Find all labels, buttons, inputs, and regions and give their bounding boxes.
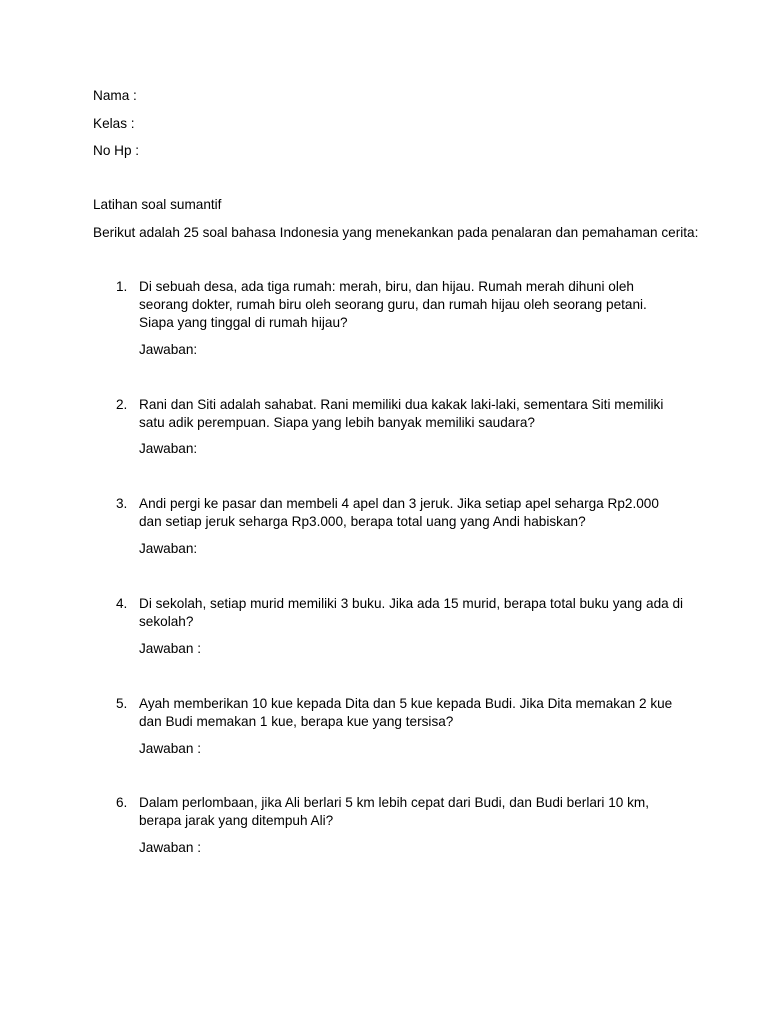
answer-label: Jawaban: [139,342,198,357]
document-title: Latihan soal sumantif [93,197,222,212]
answer-label: Jawaban: [139,441,198,456]
question-number: 3. [116,496,128,511]
answer-label: Jawaban : [139,840,201,855]
question-number: 2. [116,397,128,412]
nama-field-label: Nama : [93,88,137,103]
question-text: Andi pergi ke pasar dan membeli 4 apel dan 3 jeruk. Jika setiap apel seharga Rp2.000 dan setiap jeruk seharga Rp3.000, berapa total uang yang Andi habiskan? [139,496,659,529]
answer-label: Jawaban : [139,641,201,656]
question-number: 4. [116,596,128,611]
question-text: Di sebuah desa, ada tiga rumah: merah, biru, dan hijau. Rumah merah dihuni oleh seorang dokter, rumah biru oleh seorang guru, dan rumah hijau oleh seorang petani. Siapa yang tinggal di rumah hijau? [139,279,647,330]
question-number: 1. [116,279,128,294]
answer-label: Jawaban: [139,541,198,556]
kelas-field-label: Kelas : [93,116,135,131]
question-text: Di sekolah, setiap murid memiliki 3 buku. Jika ada 15 murid, berapa total buku yang ada di sekolah? [139,596,684,629]
intro-paragraph: Berikut adalah 25 soal bahasa Indonesia yang menekankan pada penalaran dan pemahaman cerita: [93,225,699,240]
question-text: Dalam perlombaan, jika Ali berlari 5 km lebih cepat dari Budi, dan Budi berlari 10 km, berapa jarak yang ditempuh Ali? [139,795,650,828]
question-text: Rani dan Siti adalah sahabat. Rani memiliki dua kakak laki-laki, sementara Siti memiliki satu adik perempuan. Siapa yang lebih banyak memiliki saudara? [139,397,664,430]
nohp-field-label: No Hp : [93,143,140,158]
answer-label: Jawaban : [139,741,201,756]
question-text: Ayah memberikan 10 kue kepada Dita dan 5 kue kepada Budi. Jika Dita memakan 2 kue dan Budi memakan 1 kue, berapa kue yang tersisa? [139,696,673,729]
question-number: 6. [116,795,128,810]
question-number: 5. [116,696,128,711]
